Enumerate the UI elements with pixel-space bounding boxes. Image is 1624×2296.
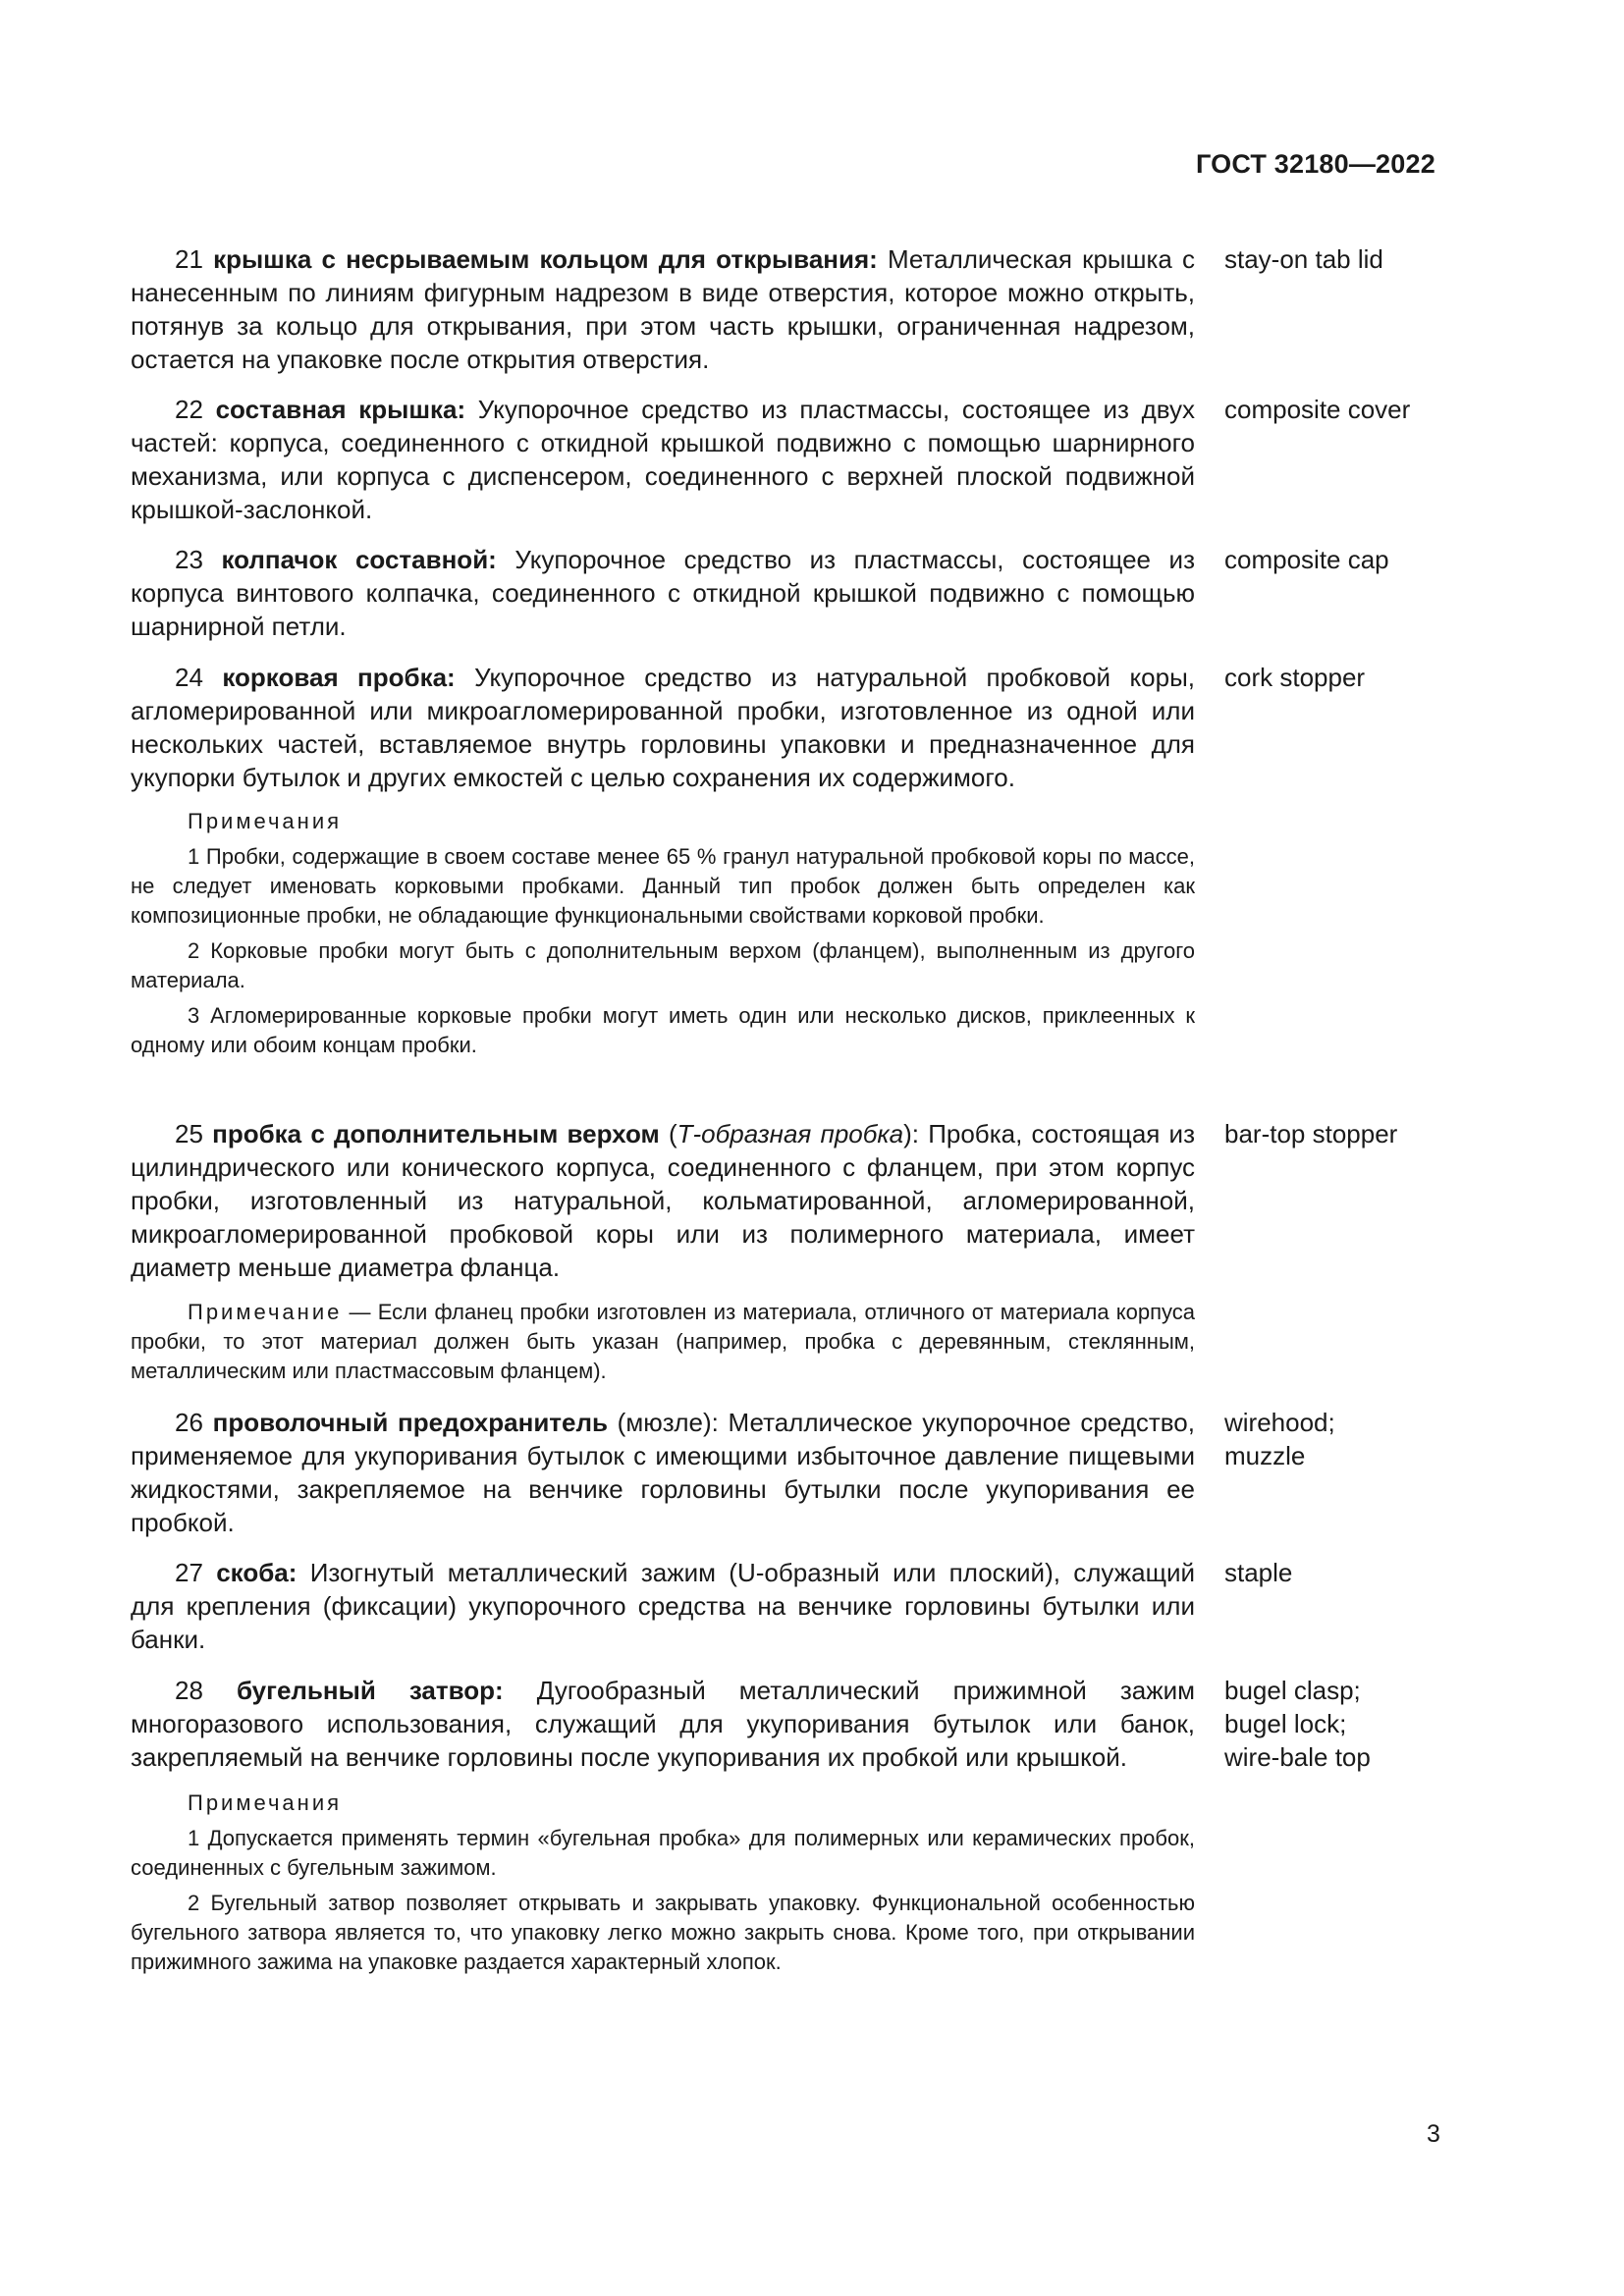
note-item: 2 Бугельный затвор позволяет открывать и закрывать упаковку. Функциональной особенностью бугельного затвора является то, что упаковку легко можно закрыть снова. Кроме того, при открывании прижимного зажима на упаковке раздается характерный хлопок. (131, 1891, 1195, 1974)
entry-number: 23 (175, 545, 203, 574)
definition-25 (131, 1117, 1195, 1284)
notes-heading: Примечания (188, 1790, 343, 1815)
definition-23 (131, 543, 1195, 643)
english-term-24: cork stopper (1224, 663, 1366, 692)
notes-heading: Примечания (188, 809, 343, 833)
term-name: крышка с несрываемым кольцом для открывания: (213, 244, 878, 274)
note-25 (131, 1298, 1195, 1392)
definition-22 (131, 393, 1195, 526)
notes-24 (131, 807, 1195, 1066)
document-code: ГОСТ 32180—2022 (1196, 149, 1435, 179)
entry-number: 25 (175, 1119, 203, 1148)
term-suffix: (мюзле): (608, 1408, 719, 1437)
definition-text: Укупорочное средство из натуральной пробковой коры, агломерированной или микроагломерированной пробки, изготовленное из одной или нескольких частей, вставляемое внутрь горловины упаковки и предназначенное для укупорки бутылок и других емкостей с целью сохранения их содержимого. (131, 663, 1195, 792)
definition-21 (131, 242, 1195, 376)
english-term-25: bar-top stopper (1224, 1119, 1398, 1148)
english-term-26 (1224, 1406, 1548, 1472)
english-term-22: composite cover (1224, 395, 1411, 424)
entry-number: 21 (175, 244, 203, 274)
english-term-line: wire-bale top (1224, 1742, 1371, 1772)
term-name: составная крышка: (215, 395, 466, 424)
definition-text: Пробка, состоящая из цилиндрического или конического корпуса, соединенного с фланцем, при этом корпус пробки, изготовленный из натуральной, кольматированной, агломерированной, микроагломерированной пробковой коры или из полимерного материала, имеет диаметр меньше диаметра фланца. (131, 1119, 1195, 1282)
term-name: бугельный затвор: (236, 1676, 504, 1705)
english-term-28 (1224, 1674, 1548, 1774)
english-term-line: bugel lock; (1224, 1709, 1347, 1738)
note-item: 1 Допускается применять термин «бугельная пробка» для полимерных или керамических пробок, соединенных с бугельным зажимом. (131, 1826, 1195, 1880)
term-alternative: Т-образная пробка (677, 1119, 904, 1148)
definition-text: Изогнутый металлический зажим (U-образный или плоский), служащий для крепления (фиксации) укупорочного средства на венчике горловины бутылки или банки. (131, 1558, 1196, 1654)
term-name: пробка с дополнительным верхом (212, 1119, 660, 1148)
entry-number: 27 (175, 1558, 203, 1587)
note-item: 2 Корковые пробки могут быть с дополнительным верхом (фланцем), выполненным из другого материала. (131, 938, 1195, 992)
page-number: 3 (1427, 2120, 1440, 2148)
entry-number: 28 (175, 1676, 203, 1705)
entry-number: 22 (175, 395, 203, 424)
definition-text: Дугообразный металлический прижимной зажим многоразового использования, служащий для укупоривания бутылок или банок, закрепляемый на венчике горловины после укупоривания их пробкой или крышкой. (131, 1676, 1195, 1772)
entry-number: 24 (175, 663, 203, 692)
definition-28 (131, 1674, 1195, 1774)
definition-text: Укупорочное средство из пластмассы, состоящее из двух частей: корпуса, соединенного с откидной крышкой подвижно с помощью шарнирного механизма, или корпуса с диспенсером, соединенного с верхней плоской подвижной крышкой-заслонкой. (131, 395, 1195, 524)
english-term-line: muzzle (1224, 1441, 1306, 1470)
term-name: скоба: (216, 1558, 298, 1587)
note-text: — Если фланец пробки изготовлен из материала, отличного от материала корпуса пробки, то этот материал должен быть указан (например, пробка с деревянным, стеклянным, металлическим или пластмассовым фланцем). (131, 1300, 1195, 1383)
definition-text: Укупорочное средство из пластмассы, состоящее из корпуса винтового колпачка, соединенного с откидной крышкой подвижно с помощью шарнирной петли. (131, 545, 1195, 641)
english-term-line: bugel clasp; (1224, 1676, 1361, 1705)
definition-24 (131, 661, 1195, 794)
note-item: 3 Агломерированные корковые пробки могут иметь один или несколько дисков, приклеенных к одному или обоим концам пробки. (131, 1003, 1195, 1057)
term-name: корковая пробка: (222, 663, 456, 692)
definition-text: Металлическое укупорочное средство, применяемое для укупоривания бутылок с имеющими избыточное давление пищевыми жидкостями, закрепляемое на венчике горловины бутылки после укупоривания ее пробкой. (131, 1408, 1195, 1537)
english-term-line: wirehood; (1224, 1408, 1335, 1437)
term-paren-open: ( (659, 1119, 677, 1148)
term-name: проволочный предохранитель (212, 1408, 608, 1437)
english-term-23: composite cap (1224, 545, 1389, 574)
notes-28 (131, 1789, 1195, 1983)
definition-26 (131, 1406, 1195, 1539)
term-name: колпачок составной: (221, 545, 497, 574)
english-term-21: stay-on tab lid (1224, 244, 1383, 274)
note-item: 1 Пробки, содержащие в своем составе менее 65 % гранул натуральной пробковой коры по массе, не следует именовать корковыми пробками. Данный тип пробок должен быть определен как композиционные пробки, не обладающие функциональными свойствами корковой пробки. (131, 844, 1195, 928)
definition-text: Металлическая крышка с нанесенным по линиям фигурным надрезом в виде отверстия, которое можно открыть, потянув за кольцо для открывания, при этом часть крышки, ограниченная надрезом, остается на упаковке после открытия отверстия. (131, 244, 1195, 374)
term-paren-close: ): (903, 1119, 919, 1148)
english-term-27: staple (1224, 1558, 1293, 1587)
definition-27 (131, 1556, 1195, 1656)
note-item (131, 1298, 1195, 1386)
note-heading: Примечание (188, 1300, 343, 1324)
entry-number: 26 (175, 1408, 203, 1437)
